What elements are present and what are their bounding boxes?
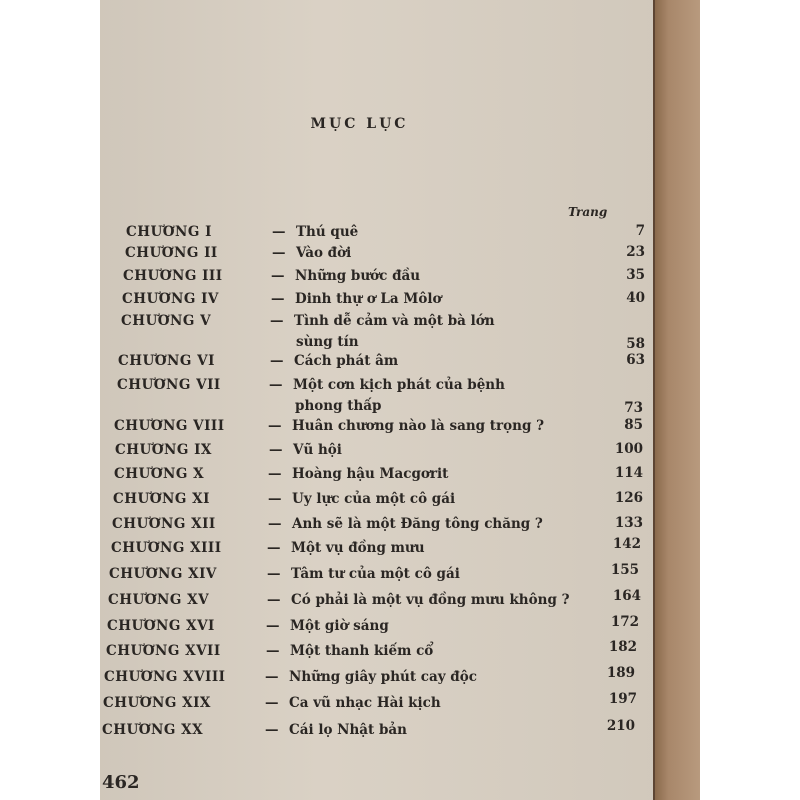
chapter-label: CHƯƠNG XVII [106, 643, 221, 659]
dash-separator: — [269, 377, 283, 393]
chapter-title: Tình dễ cảm và một bà lớn [294, 313, 495, 329]
dash-separator: — [265, 669, 279, 685]
toc-entry [100, 588, 655, 612]
dash-separator: — [266, 618, 280, 634]
chapter-title-continued: sùng tín [296, 334, 359, 350]
chapter-title-continued: phong thấp [295, 398, 382, 414]
dash-separator: — [268, 516, 282, 532]
toc-entry [100, 268, 655, 288]
chapter-title: Những bước đầu [295, 268, 421, 284]
toc-entry [100, 442, 655, 462]
dash-separator: — [268, 491, 282, 507]
chapter-title: Hoàng hậu Macgơrit [292, 466, 449, 482]
toc-entry [100, 313, 655, 355]
toc-entry [100, 665, 655, 689]
chapter-label: CHƯƠNG VIII [114, 418, 225, 434]
chapter-title: Cách phát âm [294, 353, 399, 369]
dash-separator: — [271, 291, 285, 307]
dash-separator: — [267, 592, 281, 608]
dash-separator: — [265, 695, 279, 711]
page-ref: 142 [612, 536, 641, 552]
chapter-label: CHƯƠNG XVIII [104, 669, 226, 685]
page-ref: 58 [626, 336, 645, 352]
chapter-title: Thú quê [296, 224, 359, 240]
chapter-title: Vũ hội [293, 442, 342, 458]
chapter-label: CHƯƠNG XIV [109, 566, 217, 582]
page-ref: 114 [614, 465, 643, 481]
toc-entry [100, 245, 655, 265]
dash-separator: — [268, 466, 282, 482]
chapter-label: CHƯƠNG XIII [111, 540, 222, 556]
chapter-label: CHƯƠNG XX [102, 722, 204, 738]
chapter-title: Một giờ sáng [290, 618, 389, 634]
chapter-label: CHƯƠNG XII [112, 516, 216, 532]
chapter-label: CHƯƠNG II [125, 245, 218, 261]
page-ref: 100 [614, 441, 643, 457]
chapter-label: CHƯƠNG III [123, 268, 223, 284]
toc-entry [100, 466, 655, 486]
page-ref: 197 [608, 691, 637, 707]
chapter-title: Huân chương nào là sang trọng ? [292, 418, 545, 434]
dash-separator: — [267, 540, 281, 556]
dash-separator: — [266, 643, 280, 659]
page-number: 462 [102, 772, 140, 793]
page-ref: 210 [606, 718, 635, 734]
toc-entry [100, 691, 655, 715]
toc-entry [100, 614, 655, 638]
page-ref: 126 [614, 490, 643, 506]
toc-entry [100, 353, 655, 373]
page-ref: 85 [624, 417, 643, 433]
chapter-title: Anh sẽ là một Đăng tông chăng ? [292, 516, 543, 532]
page-ref: 172 [610, 614, 639, 630]
dash-separator: — [269, 442, 283, 458]
dash-separator: — [268, 418, 282, 434]
page-ref: 133 [614, 515, 643, 531]
page-ref: 155 [610, 562, 639, 578]
chapter-label: CHƯƠNG V [121, 313, 212, 329]
toc-entry [100, 536, 655, 560]
dash-separator: — [267, 566, 281, 582]
toc-entry [100, 639, 655, 663]
dash-separator: — [270, 353, 284, 369]
page-column-label: Trang [568, 205, 608, 219]
chapter-title: Một thanh kiếm cổ [290, 643, 434, 659]
chapter-label: CHƯƠNG VI [118, 353, 215, 369]
chapter-label: CHƯƠNG VII [117, 377, 221, 393]
chapter-title: Những giây phút cay độc [289, 669, 477, 685]
toc-entry [100, 224, 655, 244]
page-ref: 189 [606, 665, 635, 681]
page-title: MỤC LỤC [310, 116, 409, 132]
toc-entry [100, 491, 655, 511]
dash-separator: — [272, 224, 286, 240]
toc-entry [100, 291, 655, 311]
page-ref: 35 [626, 267, 645, 283]
dash-separator: — [272, 245, 286, 261]
toc-entry [100, 562, 655, 586]
chapter-title: Một vụ đồng mưu [291, 540, 425, 556]
chapter-label: CHƯƠNG XI [113, 491, 210, 507]
book-page [100, 0, 655, 800]
page-ref: 7 [635, 223, 645, 239]
page-ref: 164 [612, 588, 641, 604]
page-ref: 182 [608, 639, 637, 655]
toc-entry [100, 516, 655, 536]
chapter-label: CHƯƠNG IV [122, 291, 219, 307]
page-ref: 63 [626, 352, 645, 368]
chapter-label: CHƯƠNG IX [115, 442, 212, 458]
chapter-title: Dinh thự ơ La Môlơ [295, 291, 442, 307]
toc-entry [100, 418, 655, 438]
chapter-title: Cái lọ Nhật bản [289, 722, 407, 738]
chapter-label: CHƯƠNG XVI [107, 618, 215, 634]
chapter-title: Một cơn kịch phát của bệnh [293, 377, 505, 393]
chapter-label: CHƯƠNG I [126, 224, 212, 240]
toc-entry [100, 718, 655, 742]
chapter-label: CHƯƠNG XV [108, 592, 210, 608]
page-ref: 73 [624, 400, 643, 416]
dash-separator: — [265, 722, 279, 738]
chapter-title: Vào đời [296, 245, 352, 261]
chapter-title: Có phải là một vụ đồng mưu không ? [291, 592, 570, 608]
page-ref: 40 [626, 290, 645, 306]
chapter-title: Ca vũ nhạc Hài kịch [289, 695, 441, 711]
chapter-title: Uy lực của một cô gái [292, 491, 456, 507]
chapter-label: CHƯƠNG XIX [103, 695, 211, 711]
page-ref: 23 [626, 244, 645, 260]
chapter-title: Tâm tư của một cô gái [291, 566, 460, 582]
dash-separator: — [270, 313, 284, 329]
next-page-edge [655, 0, 700, 800]
chapter-label: CHƯƠNG X [114, 466, 205, 482]
toc-entry [100, 377, 655, 419]
dash-separator: — [271, 268, 285, 284]
